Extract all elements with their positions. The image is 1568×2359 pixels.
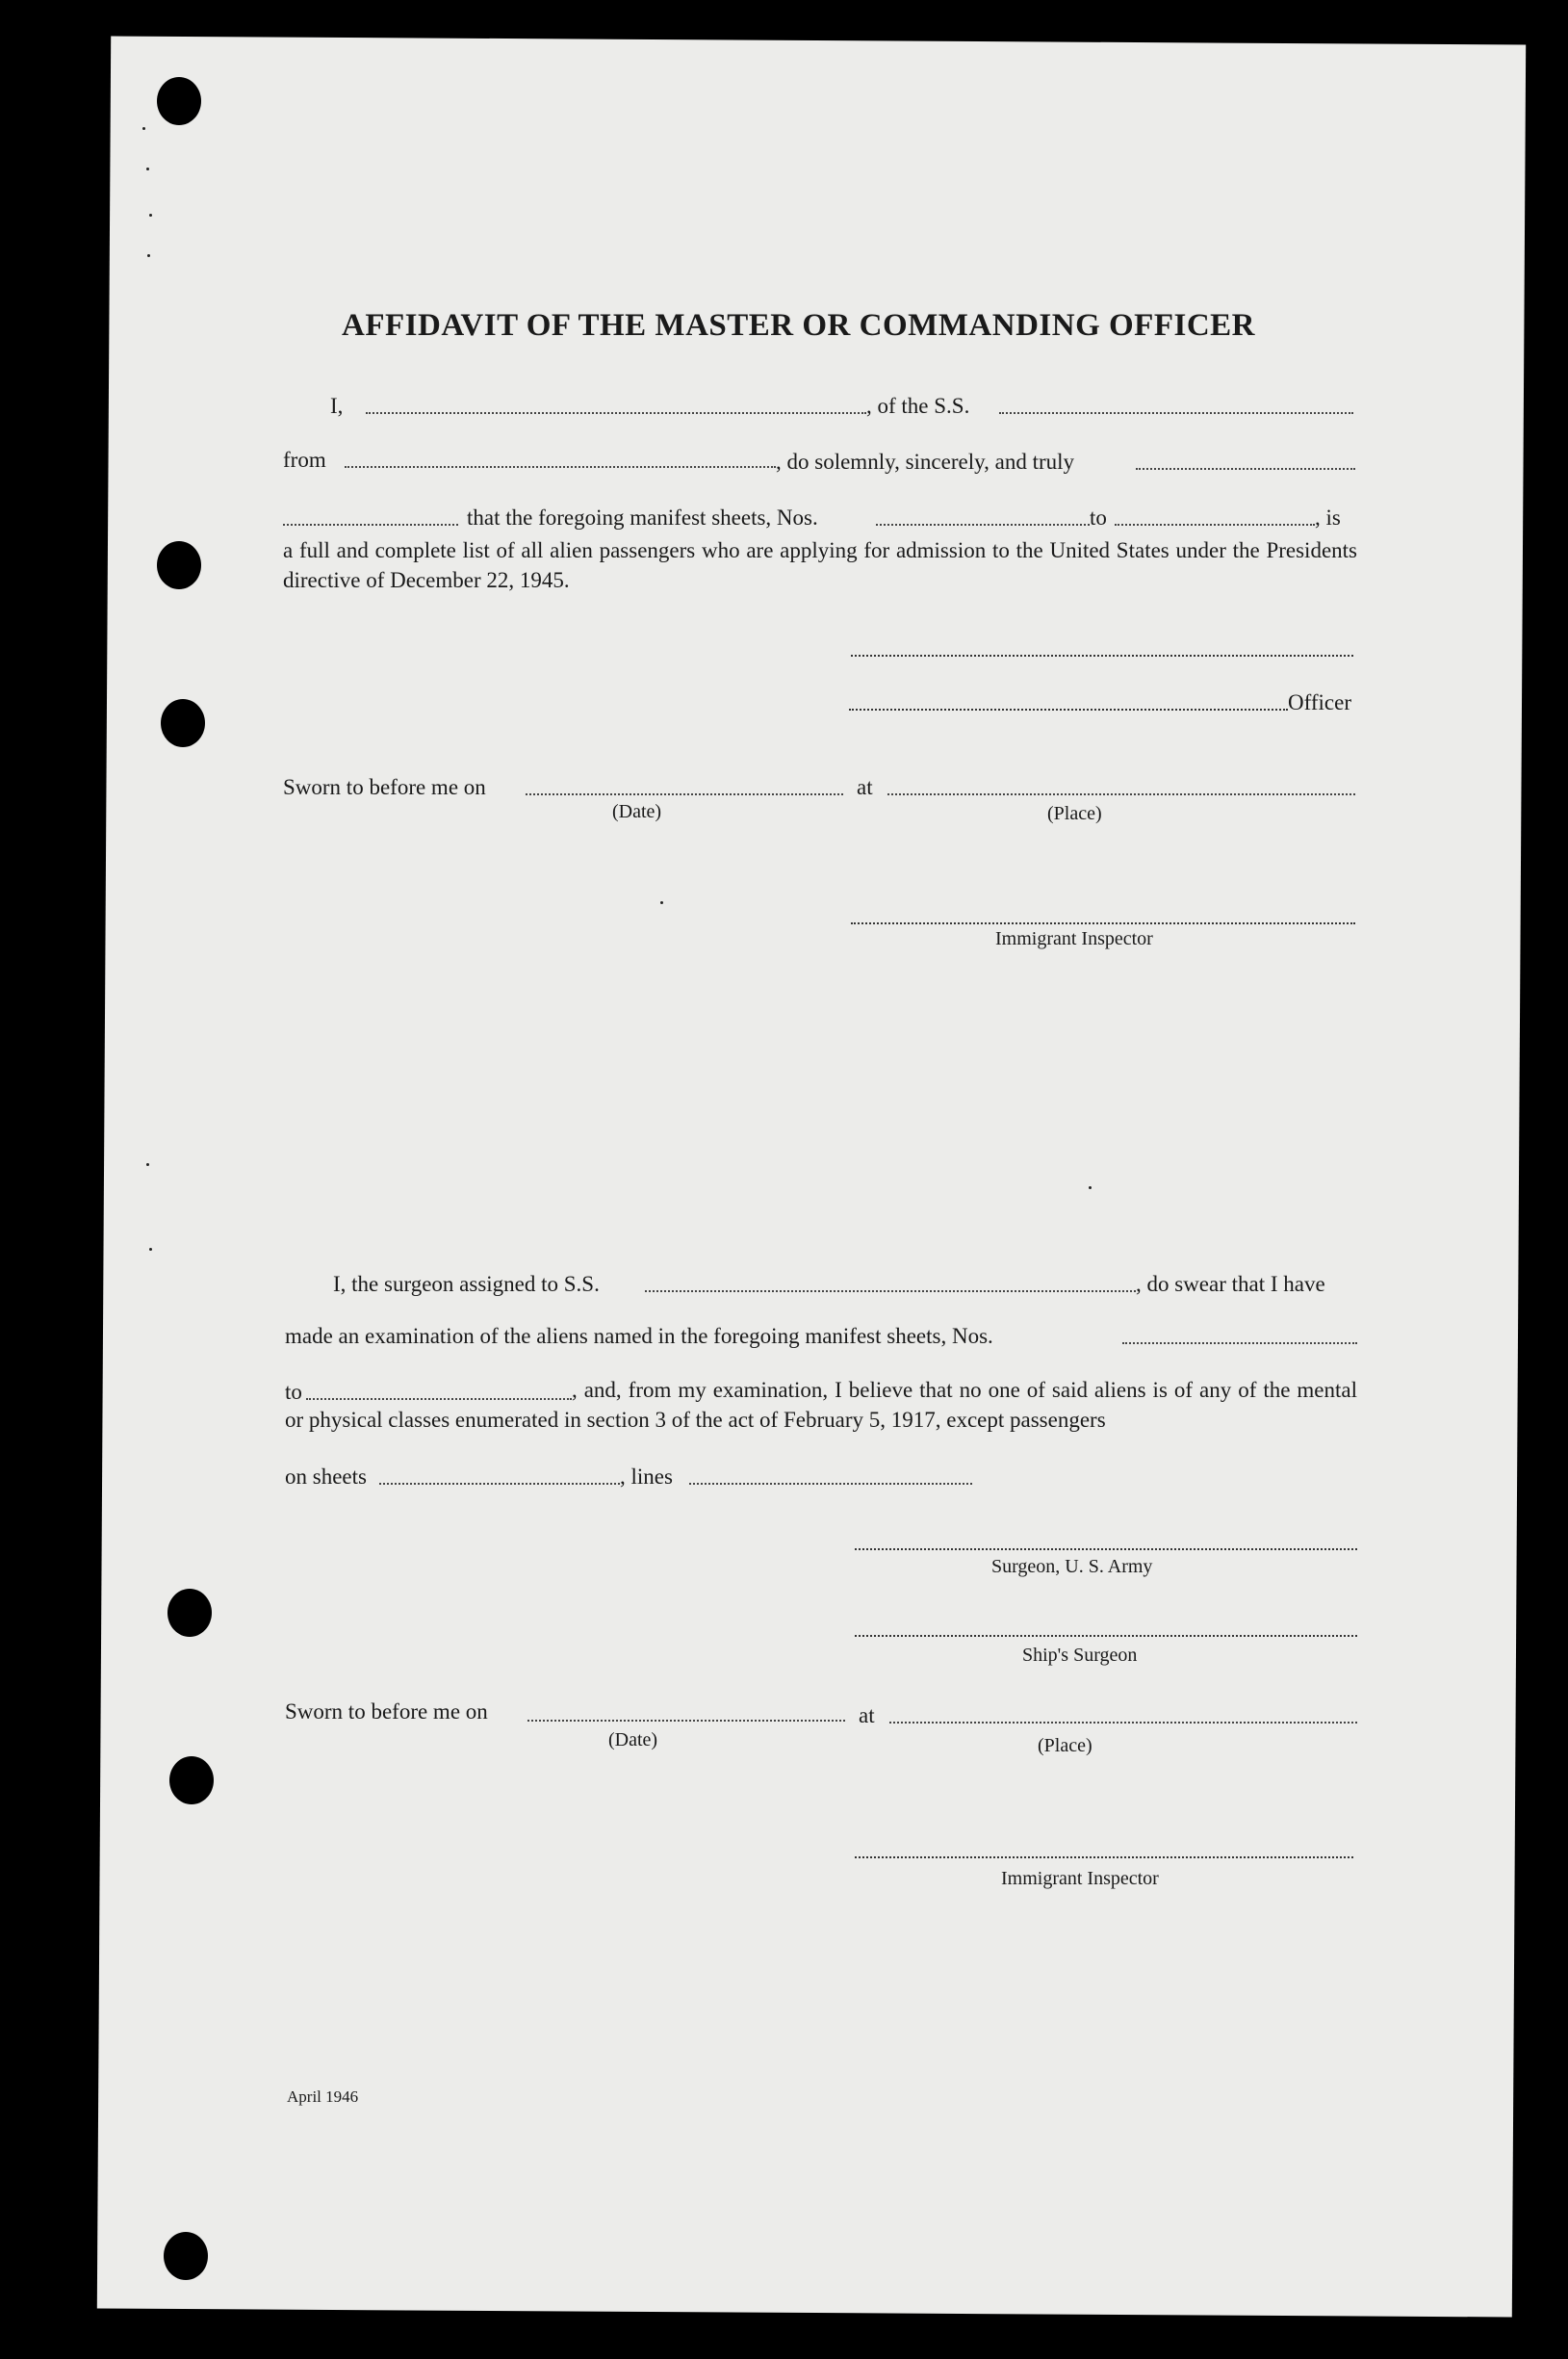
oath-type-field[interactable]	[1136, 468, 1355, 470]
form-date-footer: April 1946	[287, 2087, 359, 2106]
speck	[149, 1248, 152, 1251]
surgeon-manifest-from-field[interactable]	[1122, 1342, 1357, 1344]
solemnly-label: , do solemnly, sincerely, and truly	[776, 450, 1075, 474]
speck	[660, 901, 663, 904]
surgeon-ship-field[interactable]	[645, 1290, 1136, 1292]
lines-label: , lines	[620, 1465, 673, 1489]
officer-signature-line[interactable]	[851, 655, 1353, 657]
master-inspector-caption: Immigrant Inspector	[995, 928, 1153, 949]
surgeon-intro-label: I, the surgeon assigned to S.S.	[333, 1272, 600, 1296]
speck	[146, 168, 149, 170]
ship-name-field[interactable]	[999, 412, 1353, 414]
speck	[142, 127, 145, 130]
manifest-from-field[interactable]	[876, 524, 1090, 526]
surgeon-swear-label: , do swear that I have	[1136, 1272, 1325, 1296]
speck	[147, 254, 150, 257]
from-port-field[interactable]	[345, 466, 776, 468]
army-surgeon-caption: Surgeon, U. S. Army	[991, 1556, 1153, 1577]
master-place-caption: (Place)	[1047, 803, 1102, 824]
to-label: to	[1090, 506, 1107, 530]
form-title: AFFIDAVIT OF THE MASTER OR COMMANDING OFFICER	[342, 308, 1255, 343]
of-the-ss-label: , of the S.S.	[866, 394, 970, 418]
punch-hole	[157, 77, 201, 125]
master-i-label: I,	[330, 394, 344, 418]
surgeon-sworn-label: Sworn to before me on	[285, 1699, 488, 1724]
surgeon-examination-label: made an examination of the aliens named in the foregoing manifest sheets, Nos.	[285, 1324, 993, 1348]
affidavit-form-sheet	[97, 37, 1526, 2318]
punch-hole	[167, 1589, 212, 1637]
manifest-sheets-label: that the foregoing manifest sheets, Nos.	[467, 506, 818, 530]
surgeon-at-label: at	[859, 1703, 875, 1727]
surgeon-sworn-date-field[interactable]	[527, 1720, 845, 1722]
officer-label: Officer	[1288, 690, 1351, 714]
on-sheets-label: on sheets	[285, 1465, 367, 1489]
speck	[146, 1163, 149, 1166]
ships-surgeon-signature-line[interactable]	[855, 1635, 1357, 1637]
surgeon-inspector-signature-line[interactable]	[855, 1856, 1353, 1858]
ships-surgeon-caption: Ship's Surgeon	[1022, 1645, 1138, 1666]
surgeon-date-caption: (Date)	[608, 1729, 658, 1750]
punch-hole	[169, 1756, 214, 1804]
surgeon-to-label: to	[285, 1380, 302, 1404]
master-name-field[interactable]	[366, 412, 866, 414]
master-sworn-date-field[interactable]	[526, 793, 843, 795]
speck	[1089, 1186, 1092, 1189]
surgeon-place-caption: (Place)	[1038, 1735, 1092, 1756]
surgeon-inspector-caption: Immigrant Inspector	[1001, 1868, 1159, 1889]
from-label: from	[283, 448, 326, 472]
officer-title-line[interactable]	[849, 709, 1288, 711]
master-statement: a full and complete list of all alien passengers who are applying for admission to the United States under the Presidents directive of December 22, 1945.	[283, 538, 1357, 592]
excepted-sheets-field[interactable]	[379, 1483, 620, 1485]
surgeon-statement: , and, from my examination, I believe that no one of said aliens is of any of the mental or physical classes enumerated in section 3 of the act of February 5, 1917, except passengers	[285, 1378, 1357, 1432]
master-date-caption: (Date)	[612, 801, 662, 822]
master-at-label: at	[857, 775, 873, 799]
punch-hole	[157, 541, 201, 589]
army-surgeon-signature-line[interactable]	[855, 1548, 1357, 1550]
is-label: , is	[1315, 506, 1341, 530]
excepted-lines-field[interactable]	[689, 1483, 972, 1485]
punch-hole	[161, 699, 205, 747]
master-sworn-label: Sworn to before me on	[283, 775, 486, 799]
master-inspector-signature-line[interactable]	[851, 922, 1355, 924]
surgeon-sworn-place-field[interactable]	[889, 1722, 1357, 1724]
punch-hole	[164, 2232, 208, 2280]
speck	[149, 214, 152, 217]
master-sworn-place-field[interactable]	[887, 793, 1355, 795]
manifest-to-field[interactable]	[1115, 524, 1315, 526]
oath-continuation-field[interactable]	[283, 524, 458, 526]
